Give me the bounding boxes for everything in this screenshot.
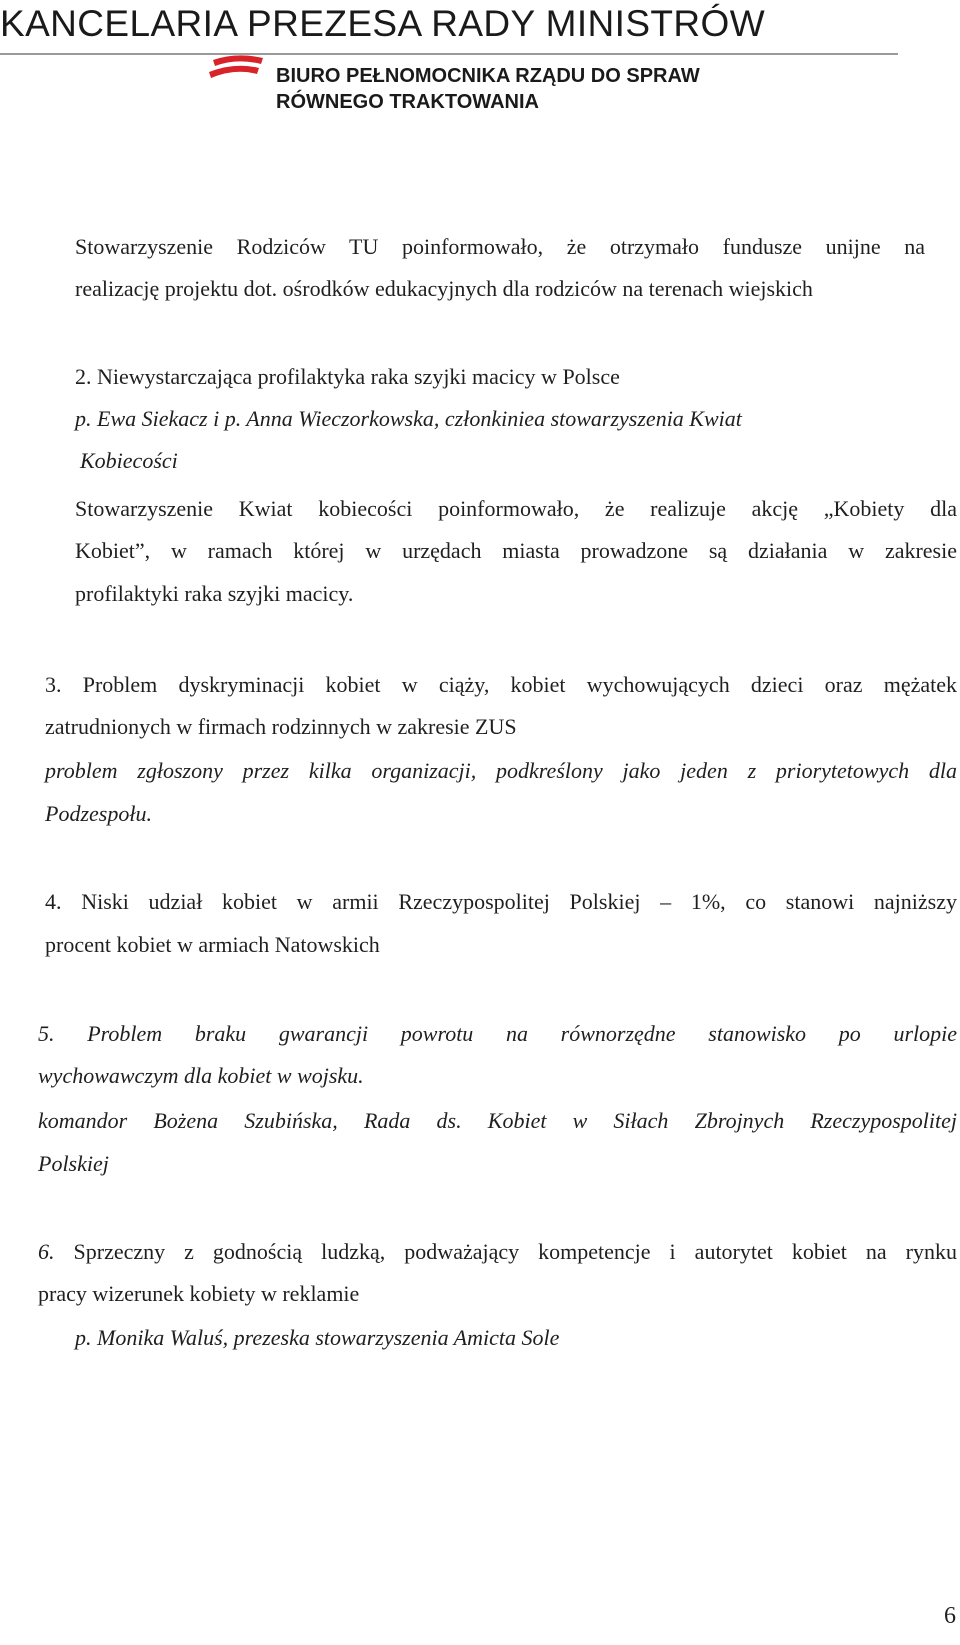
- item-2-text-line1: Stowarzyszenie Kwiat kobiecości poinformowało, że realizuje akcję „Kobiety dla: [75, 496, 957, 521]
- office-subtitle: [276, 63, 700, 115]
- office-subtitle-line1: BIURO PEŁNOMOCNIKA RZĄDU DO SPRAW: [276, 65, 700, 87]
- item-2-title: 2. Niewystarczająca profilaktyka raka szyjki macicy w Polsce: [75, 364, 620, 389]
- item-5-speaker-line2: Polskiej: [38, 1151, 109, 1176]
- item-2-speaker-line1: p. Ewa Siekacz i p. Anna Wieczorkowska, członkiniea stowarzyszenia Kwiat: [75, 406, 742, 431]
- item-6-line2: pracy wizerunek kobiety w reklamie: [38, 1281, 360, 1306]
- item-3-note-line1: problem zgłoszony przez kilka organizacji, podkreślony jako jeden z priorytetowych dla: [45, 758, 957, 783]
- page-number: 6: [944, 1603, 956, 1629]
- item-2-text-line2: Kobiet”, w ramach której w urzędach miasta prowadzone są działania w zakresie: [75, 538, 957, 563]
- item-5-line1: 5. Problem braku gwarancji powrotu na równorzędne stanowisko po urlopie: [38, 1021, 957, 1046]
- item-2-text-line3: profilaktyki raka szyjki macicy.: [75, 581, 354, 606]
- item-3-note-line2: Podzespołu.: [45, 801, 152, 826]
- item-3-title-line2: zatrudnionych w firmach rodzinnych w zakresie ZUS: [45, 714, 517, 739]
- item-6-speaker: p. Monika Waluś, prezeska stowarzyszenia Amicta Sole: [75, 1325, 560, 1350]
- red-stripes-logo-icon: [207, 50, 267, 86]
- item-5-line2: wychowawczym dla kobiet w wojsku.: [38, 1063, 364, 1088]
- item-6-number: 6.: [38, 1239, 55, 1264]
- ministry-title: KANCELARIA PREZESA RADY MINISTRÓW: [0, 3, 766, 44]
- header-divider: [0, 53, 898, 55]
- office-subtitle-line2: RÓWNEGO TRAKTOWANIA: [276, 91, 539, 113]
- item-4-line1: 4. Niski udział kobiet w armii Rzeczypospolitej Polskiej – 1%, co stanowi najniższy: [45, 889, 957, 914]
- paragraph-1-line1: Stowarzyszenie Rodziców TU poinformowało, że otrzymało fundusze unijne na: [75, 234, 925, 259]
- item-6-line1-text: Sprzeczny z godnością ludzką, podważający kompetencje i autorytet kobiet na rynku: [54, 1239, 957, 1264]
- item-2-speaker-line2: Kobiecości: [80, 448, 178, 473]
- item-3-title-line1: 3. Problem dyskryminacji kobiet w ciąży, kobiet wychowujących dzieci oraz mężatek: [45, 672, 957, 697]
- item-5-speaker-line1: komandor Bożena Szubińska, Rada ds. Kobiet w Siłach Zbrojnych Rzeczypospolitej: [38, 1108, 957, 1133]
- paragraph-1-line2: realizację projektu dot. ośrodków edukacyjnych dla rodziców na terenach wiejskich: [75, 276, 813, 301]
- item-6-line1: [38, 1231, 957, 1273]
- item-4-line2: procent kobiet w armiach Natowskich: [45, 932, 380, 957]
